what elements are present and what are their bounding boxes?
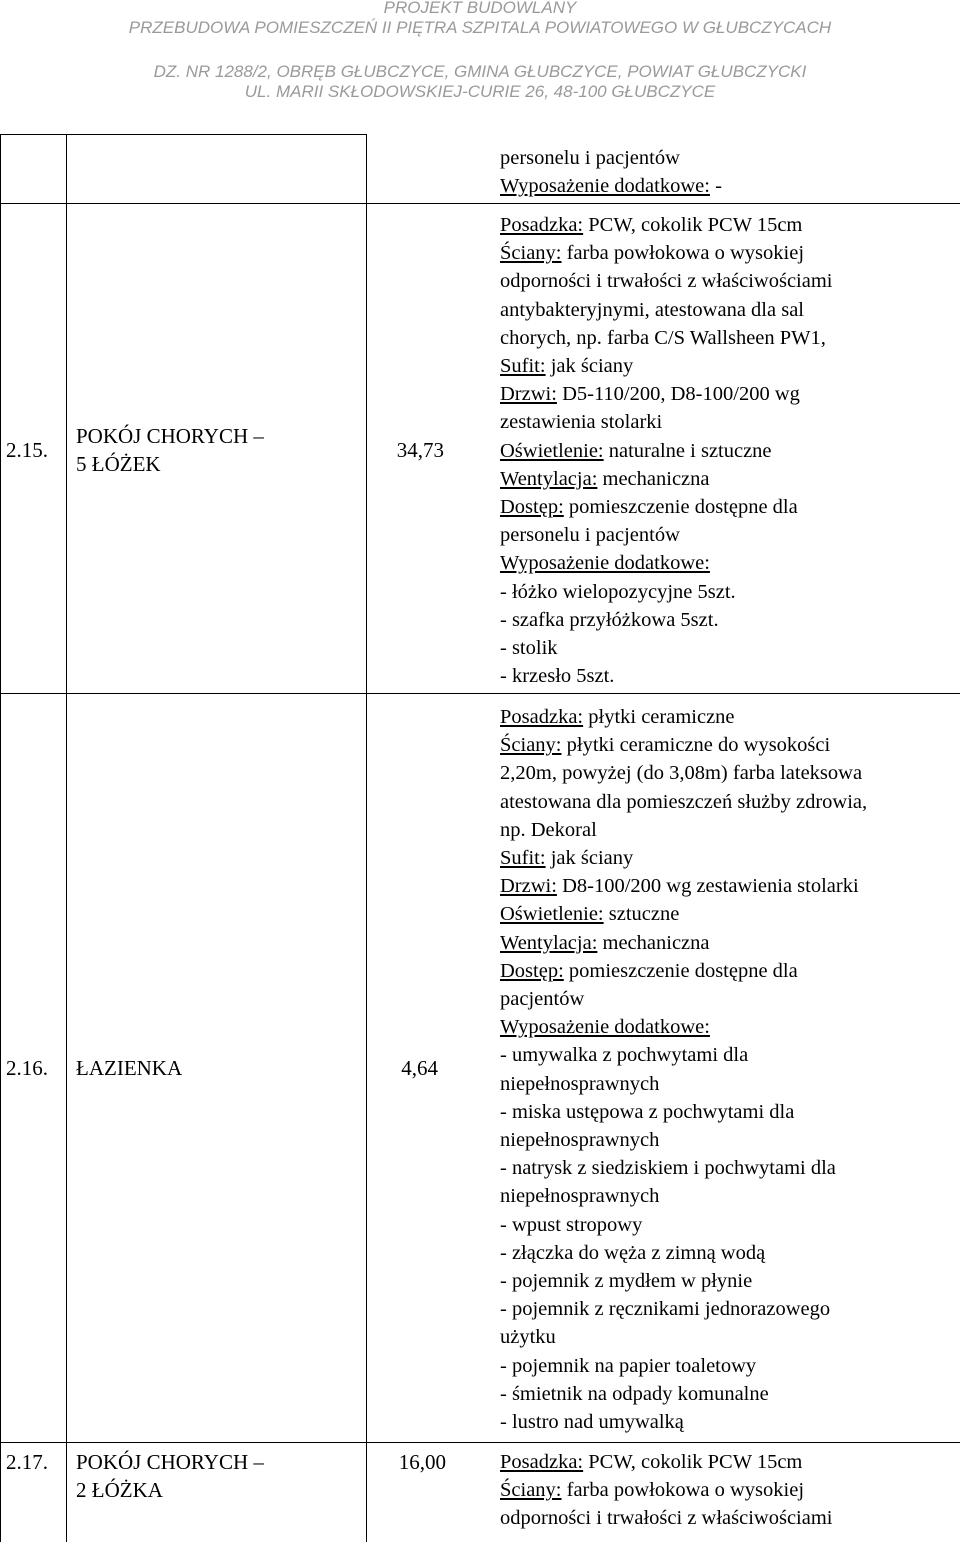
room-area: 34,73 [396,438,444,462]
row-divider-3 [0,1442,960,1443]
room-number: 2.15. [6,438,48,462]
table-top-border-left [0,134,66,135]
header-project-title: PROJEKT BUDOWLANY [383,0,577,17]
desc-line: personelu i pacjentów [500,524,680,547]
desc-line: Wentylacja: mechaniczna [500,467,710,490]
desc-line: Posadzka: PCW, cokolik PCW 15cm [500,1451,803,1473]
desc-line: - pojemnik na papier toaletowy [500,1354,757,1377]
col-divider-2 [66,134,67,1542]
desc-line: niepełnosprawnych [500,1129,660,1152]
desc-line: - miska ustępowa z pochwytami dla [500,1100,795,1123]
desc-line: - śmietnik na odpady komunalne [500,1382,769,1405]
row-divider-2 [0,693,960,694]
desc-line: Posadzka: PCW, cokolik PCW 15cm [500,214,803,236]
desc-line: Wentylacja: mechaniczna [500,931,710,954]
col-divider-1 [0,134,1,1542]
desc-line: Dostęp: pomieszczenie dostępne dla [500,959,798,982]
desc-line: Oświetlenie: sztuczne [500,903,680,926]
room-number: 2.16. [6,1056,48,1080]
desc-line: - złączka do węża z zimną wodą [500,1241,766,1264]
desc-line: Wyposażenie dodatkowe: [500,552,710,575]
desc-line: personelu i pacjentów [500,147,680,169]
desc-line: antybakteryjnymi, atestowana dla sal [500,298,804,321]
desc-line: Drzwi: D5-110/200, D8-100/200 wg [500,383,800,406]
desc-line: - krzesło 5szt. [500,665,615,688]
desc-line: np. Dekoral [500,818,597,841]
desc-line: Ściany: farba powłokowa o wysokiej [500,242,805,265]
prev-row-description [500,144,722,200]
room-name-line1: POKÓJ CHORYCH – [76,1450,264,1474]
header-address: UL. MARII SKŁODOWSKIEJ-CURIE 26, 48-100 GŁUBCZYCE [244,82,716,101]
desc-line: - pojemnik z mydłem w płynie [500,1270,753,1293]
desc-line: użytku [500,1326,556,1349]
desc-line: Ściany: farba powłokowa o wysokiej [500,1479,805,1502]
desc-line: Dostęp: pomieszczenie dostępne dla [500,496,798,519]
room-name-line1: ŁAZIENKA [76,1056,183,1080]
desc-line: atestowana dla pomieszczeń służby zdrowia, [500,790,868,813]
row-divider-1 [0,203,960,204]
room-area: 4,64 [401,1056,438,1080]
room-description [500,211,832,690]
desc-line: zestawienia stolarki [500,411,663,434]
desc-line: Posadzka: płytki ceramiczne [500,706,735,728]
room-area: 16,00 [398,1450,446,1474]
desc-line: Drzwi: D8-100/200 wg zestawienia stolarki [500,875,859,898]
desc-line: 2,20m, powyżej (do 3,08m) farba lateksowa [500,762,863,785]
desc-line: chorych, np. farba C/S Wallsheen PW1, [500,326,826,349]
desc-line: - lustro nad umywalką [500,1411,684,1434]
desc-line: odporności i trwałości z właściwościami [500,1507,833,1530]
room-description [500,1448,832,1533]
desc-line: - umywalka z pochwytami dla [500,1044,749,1067]
room-name-line1: POKÓJ CHORYCH – [76,424,264,448]
desc-line: Sufit: jak ściany [500,355,634,378]
header-project-name: PRZEBUDOWA POMIESZCZEŃ II PIĘTRA SZPITALA POWIATOWEGO W GŁUBCZYCACH [128,18,832,37]
room-number: 2.17. [6,1450,48,1474]
table-top-border-mid [66,134,366,135]
desc-line: Wyposażenie dodatkowe: [500,1016,710,1039]
header-parcel: DZ. NR 1288/2, OBRĘB GŁUBCZYCE, GMINA GŁUBCZYCE, POWIAT GŁUBCZYCKI [153,62,807,81]
desc-line: - łóżko wielopozycyjne 5szt. [500,580,736,603]
desc-line: - stolik [500,637,558,660]
desc-line: Wyposażenie dodatkowe: - [500,175,722,198]
desc-line: niepełnosprawnych [500,1185,660,1208]
room-description [500,703,867,1436]
desc-line: Sufit: jak ściany [500,847,634,870]
room-name-line2: 5 ŁÓŻEK [76,452,161,476]
col-divider-3 [366,134,367,1542]
desc-line: - natrysk z siedziskiem i pochwytami dla [500,1157,836,1180]
desc-line: pacjentów [500,988,585,1011]
desc-line: - pojemnik z ręcznikami jednorazowego [500,1298,831,1321]
desc-line: Oświetlenie: naturalne i sztuczne [500,439,772,462]
desc-line: - wpust stropowy [500,1213,643,1236]
room-name-line2: 2 ŁÓŻKA [76,1478,163,1502]
desc-line: - szafka przyłóżkowa 5szt. [500,608,719,631]
desc-line: odporności i trwałości z właściwościami [500,270,833,293]
desc-line: niepełnosprawnych [500,1072,660,1095]
desc-line: Ściany: płytki ceramiczne do wysokości [500,734,831,757]
